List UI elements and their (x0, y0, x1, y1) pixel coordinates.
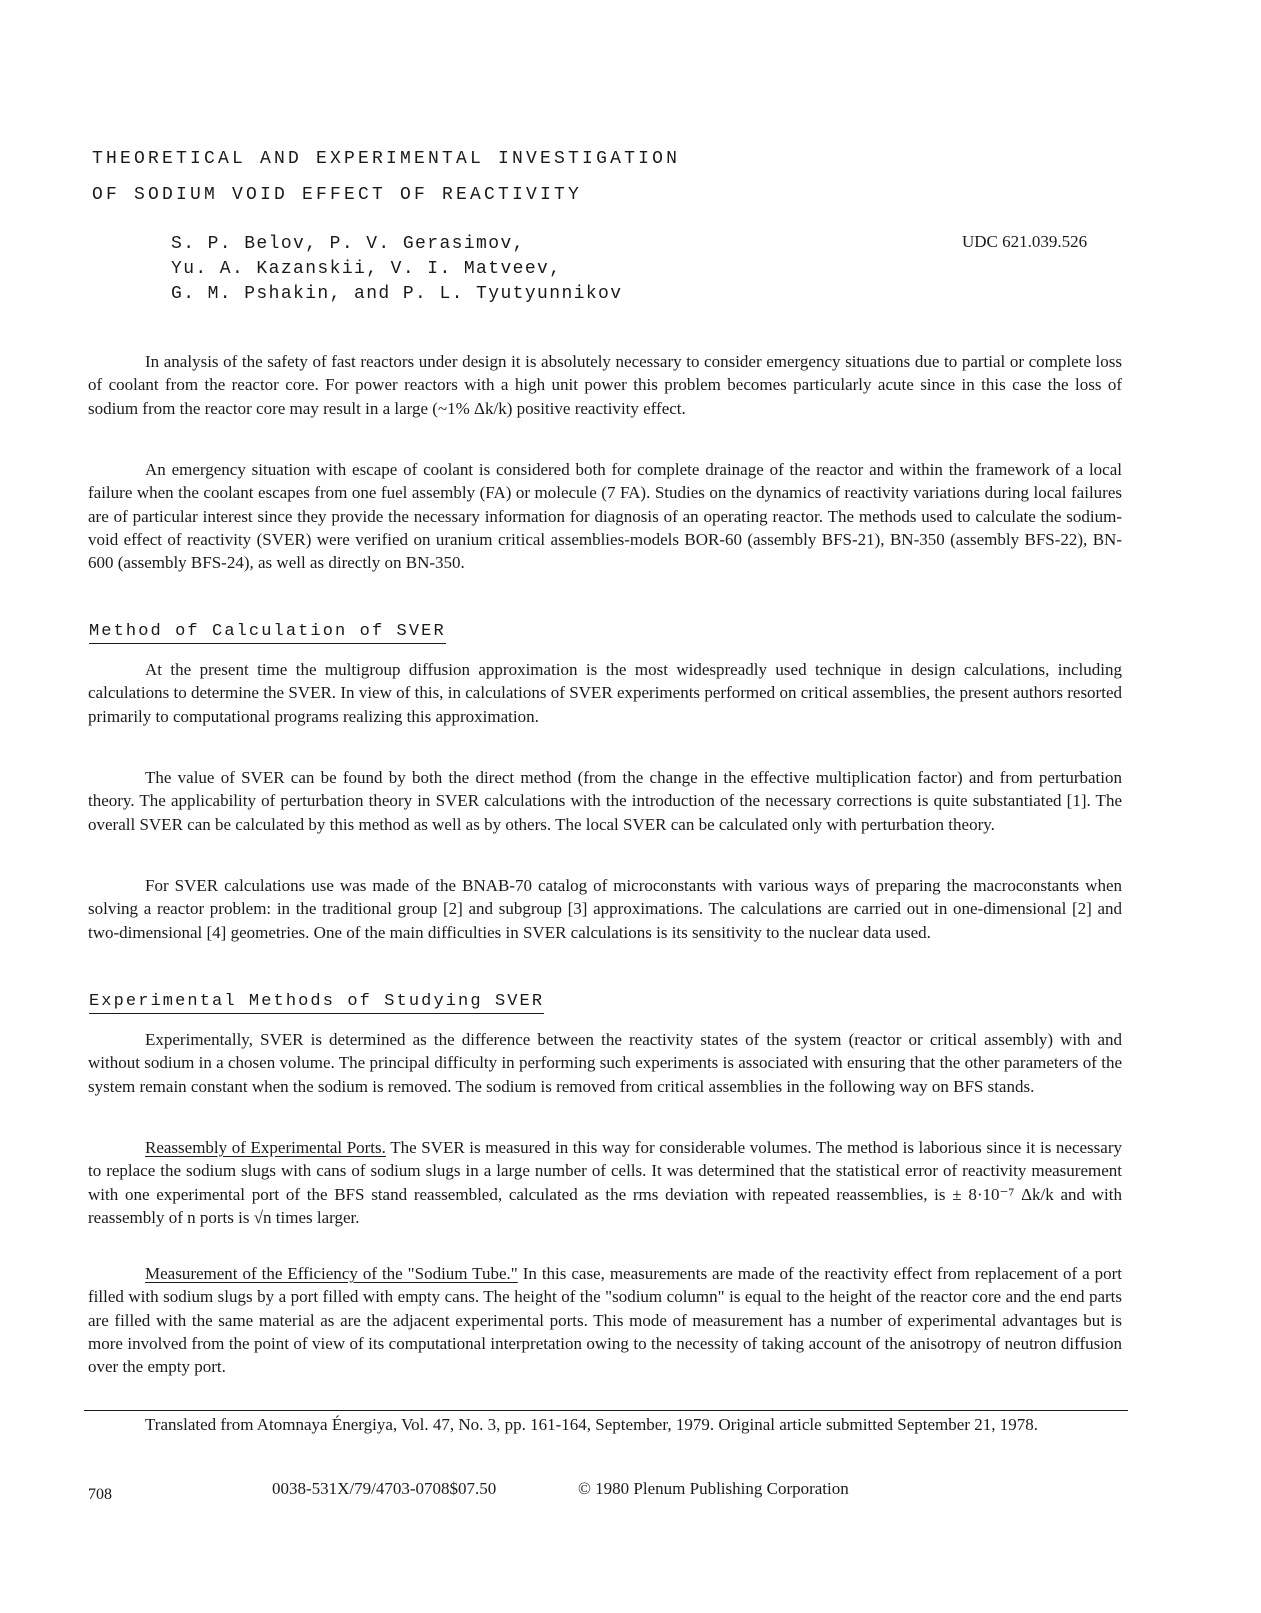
udc-code: UDC 621.039.526 (962, 232, 1088, 251)
article-code: 0038-531X/79/4703-0708$07.50 (272, 1479, 497, 1498)
reassembly-text: The SVER is measured in this way for considerable volumes. The method is laborious since it is necessary to replace the sodium slugs with cans of sodium slugs in a large number of cells. It was determined that the statistical error of reactivity measurement with one experimental port of the BFS stand reassembled, calculated as the rms deviation with repeated reassemblies, is ± 8·10⁻⁷ Δk/k and with reassembly of n ports is √n times larger. (88, 1138, 1122, 1227)
calculation-paragraph-1: At the present time the multigroup diffusion approximation is the most widespreadly used technique in design calculations, including calculations to determine the SVER. In view of this, in calculations of SVER experiments performed on critical assemblies, the present authors resorted primarily to computational programs realizing this approximation. (88, 660, 1122, 726)
copyright-notice: © 1980 Plenum Publishing Corporation (578, 1479, 849, 1498)
calculation-paragraph-3: For SVER calculations use was made of the BNAB-70 catalog of microconstants with various ways of preparing the macroconstants when solving a reactor problem: in the traditional group [2] and subgroup [3] approximations. The calculations are carried out in one-dimensional [2] and two-dimensional [4] geometries. One of the main difficulties in SVER calculations is its sensitivity to the nuclear data used. (88, 876, 1122, 942)
sodium-tube-text: In this case, measurements are made of the reactivity effect from replacement of a port filled with sodium slugs by a port filled with empty cans. The height of the "sodium column" is equal to the height of the reactor core and the end parts are filled with the same material as are the adjacent experimental ports. This mode of measurement has a number of experimental advantages but is more involved from the point of view of its computational interpretation owing to the necessity of taking account of the anisotropy of neutron diffusion over the empty port. (88, 1264, 1122, 1377)
experimental-paragraph-1: Experimentally, SVER is determined as the difference between the reactivity states of the system (reactor or critical assembly) with and without sodium in a chosen volume. The principal difficulty in performing such experiments is associated with ensuring that the other parameters of the system remain constant when the sodium is removed. The sodium is removed from critical assemblies in the following way on BFS stands. (88, 1030, 1122, 1096)
author-line-2: Yu. A. Kazanskii, V. I. Matveev, (171, 259, 562, 279)
footnote-divider (84, 1410, 1128, 1411)
section-heading-experimental: Experimental Methods of Studying SVER (89, 992, 544, 1014)
intro-paragraph-2: An emergency situation with escape of coolant is considered both for complete drainage of the reactor and within the framework of a local failure when the coolant escapes from one fuel assembly (FA) or molecule (7 FA). Studies on the dynamics of reactivity variations during local failures are of particular interest since they provide the necessary information for diagnosis of an operating reactor. The methods used to calculate the sodium-void effect of reactivity (SVER) were verified on uranium critical assemblies-models BOR-60 (assembly BFS-21), BN-350 (assembly BFS-22), BN-600 (assembly BFS-24), as well as directly on BN-350. (88, 460, 1122, 573)
reassembly-run-in-heading: Reassembly of Experimental Ports. (145, 1138, 386, 1157)
calculation-paragraph-2: The value of SVER can be found by both the direct method (from the change in the effective multiplication factor) and from perturbation theory. The applicability of perturbation theory in SVER calculations with the introduction of the necessary corrections is quite substantiated [1]. The overall SVER can be calculated by this method as well as by others. The local SVER can be calculated only with perturbation theory. (88, 768, 1122, 834)
author-line-1: S. P. Belov, P. V. Gerasimov, (171, 234, 525, 254)
translation-footnote: Translated from Atomnaya Énergiya, Vol. 47, No. 3, pp. 161-164, September, 1979. Original article submitted September 21, 1978. (145, 1415, 1038, 1434)
page-number: 708 (88, 1486, 112, 1503)
article-title-line-2: OF SODIUM VOID EFFECT OF REACTIVITY (92, 185, 583, 205)
section-heading-calculation: Method of Calculation of SVER (89, 622, 446, 644)
sodium-tube-paragraph (88, 1262, 1122, 1378)
intro-paragraph-1: In analysis of the safety of fast reactors under design it is absolutely necessary to consider emergency situations due to partial or complete loss of coolant from the reactor core. For power reactors with a high unit power this problem becomes particularly acute since in this case the loss of sodium from the reactor core may result in a large (~1% Δk/k) positive reactivity effect. (88, 352, 1122, 418)
author-list (171, 232, 622, 307)
article-title-line-1: THEORETICAL AND EXPERIMENTAL INVESTIGATION (92, 149, 681, 169)
author-line-3: G. M. Pshakin, and P. L. Tyutyunnikov (171, 284, 623, 304)
reassembly-paragraph (88, 1136, 1122, 1229)
sodium-tube-run-in-heading: Measurement of the Efficiency of the "Sodium Tube." (145, 1264, 518, 1283)
